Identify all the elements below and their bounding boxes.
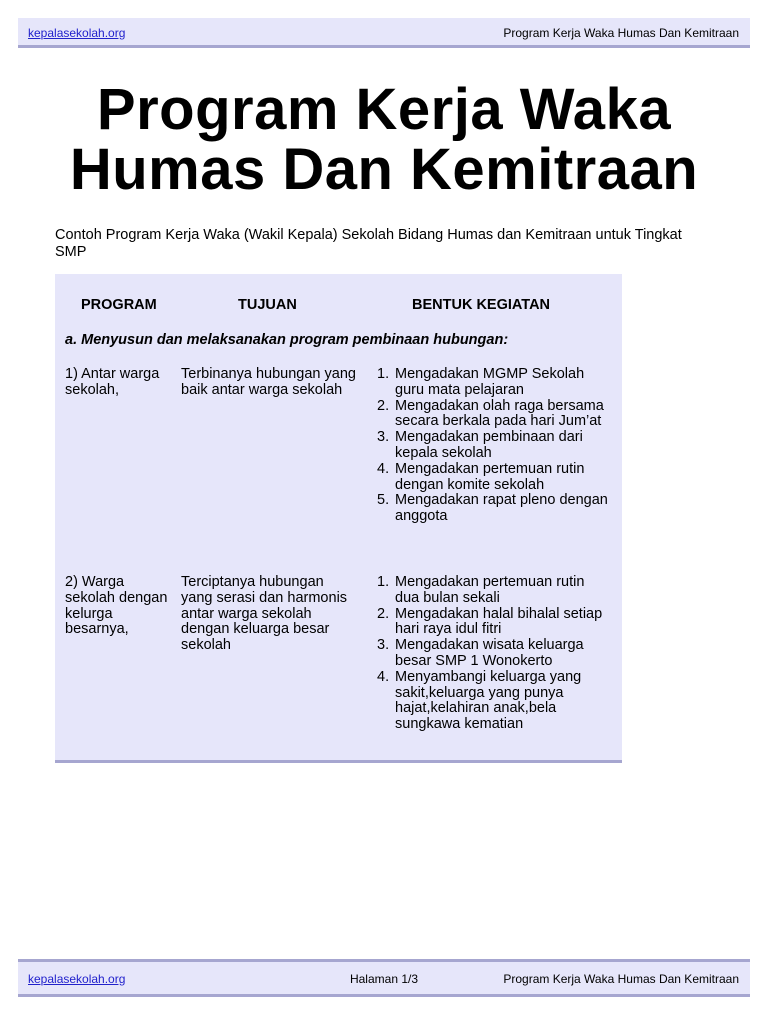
list-item: 1. Mengadakan pertemuan rutin dua bulan sekali [377,574,585,606]
page-footer [18,959,750,997]
list-item: 3. Mengadakan pembinaan dari kepala sekolah [377,429,583,461]
cell-tujuan: Terbinanya hubungan yang baik antar warga sekolah [181,366,356,398]
list-item: 3. Mengadakan wisata keluarga besar SMP 1 Wonokerto [377,637,584,669]
footer-site-link[interactable]: kepalasekolah.org [28,972,126,986]
list-item: 5. Mengadakan rapat pleno dengan anggota [377,492,608,525]
footer-doc-title: Program Kerja Waka Humas Dan Kemitraan [503,972,739,986]
column-header-kegiatan: BENTUK KEGIATAN [412,297,551,313]
column-header-tujuan: TUJUAN [238,297,297,313]
page-title [0,77,768,202]
section-heading: a. Menyusun dan melaksanakan program pembinaan hubungan: [65,332,509,348]
list-item: 2. Mengadakan olah raga bersama secara berkala pada hari Jum’at [377,397,604,430]
cell-program: 1) Antar warga sekolah, [65,366,160,398]
page-number: Halaman 1/3 [349,972,419,986]
list-item: 4. Menyambangi keluarga yang sakit,keluarga yang punya hajat,kelahiran anak,bela sungkawa kematian [377,668,582,733]
page-title-line-1: Program Kerja Waka [96,77,672,142]
cell-program: 2) Warga sekolah dengan kelurga besarnya, [65,574,168,638]
program-table [55,274,622,763]
cell-tujuan: Terciptanya hubungan yang serasi dan harmonis antar warga sekolah dengan keluarga besar sekolah [181,574,348,654]
list-item: 1. Mengadakan MGMP Sekolah guru mata pelajaran [377,366,585,398]
header-site-link[interactable]: kepalasekolah.org [28,26,126,40]
header-doc-title: Program Kerja Waka Humas Dan Kemitraan [503,26,739,40]
list-item: 2. Mengadakan halal bihalal setiap hari raya idul fitri [377,605,603,638]
intro-paragraph: Contoh Program Kerja Waka (Wakil Kepala) Sekolah Bidang Humas dan Kemitraan untuk Tingkat SMP [55,227,682,260]
activity-list [373,575,611,733]
page-title-line-2: Humas Dan Kemitraan [69,137,699,202]
list-item: 4. Mengadakan pertemuan rutin dengan komite sekolah [377,460,585,493]
activity-list [373,367,611,525]
page-header [18,18,750,48]
column-header-program: PROGRAM [81,297,157,313]
